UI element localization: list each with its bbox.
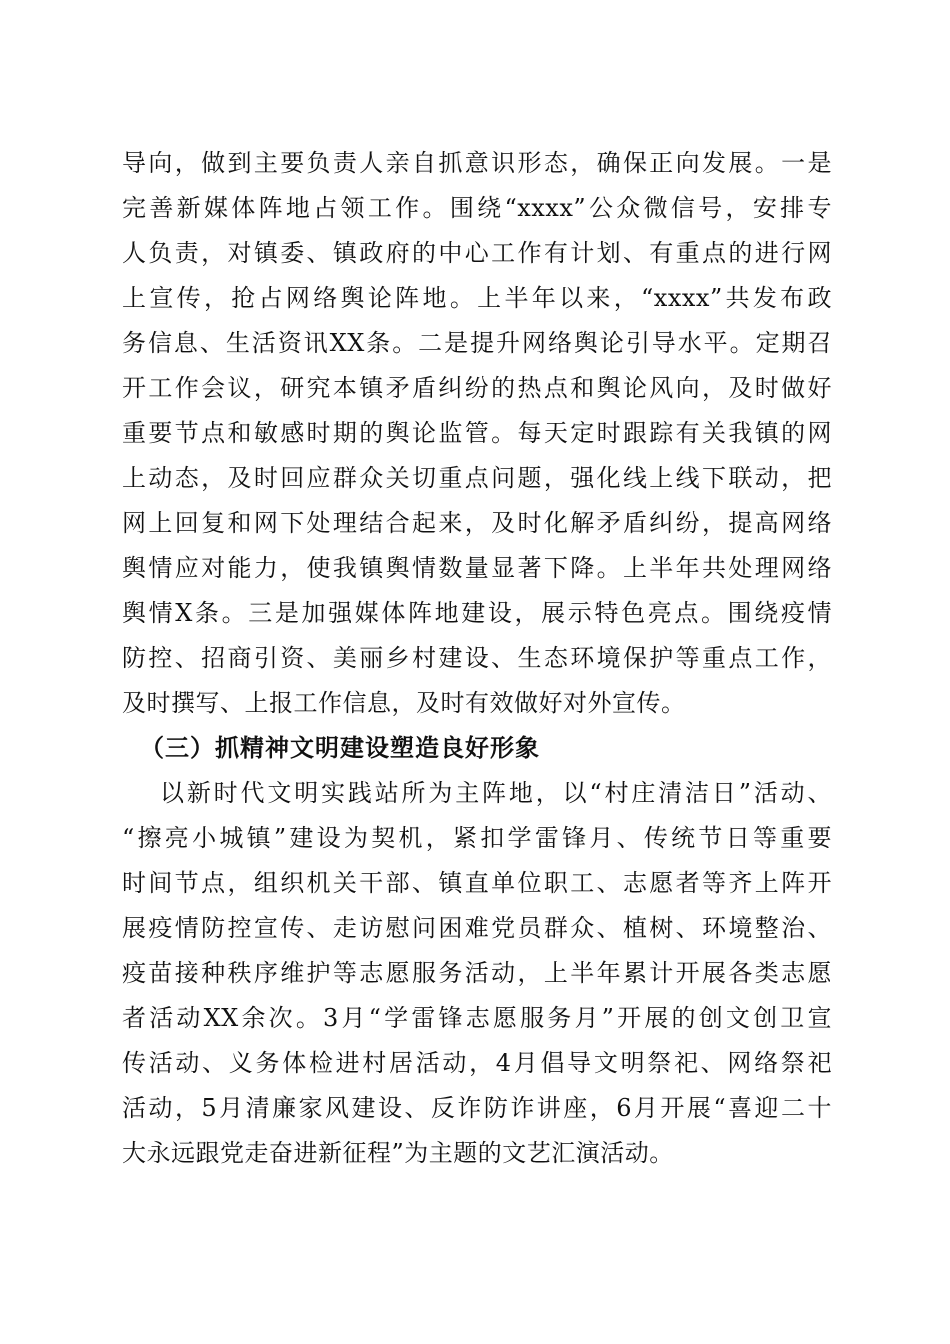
paragraph-1-line-2: 完善新媒体阵地占领工作。围绕“xxxx”公众微信号，安排专	[122, 194, 832, 222]
paragraph-1-line-4: 上宣传，抢占网络舆论阵地。上半年以来，“xxxx”共发布政	[122, 284, 832, 312]
paragraph-1-line-1: 导向，做到主要负责人亲自抓意识形态，确保正向发展。一是	[122, 149, 832, 177]
paragraph-1-line-9: 网上回复和网下处理结合起来，及时化解矛盾纠纷，提高网络	[122, 509, 832, 537]
paragraph-1-line-8: 上动态，及时回应群众关切重点问题，强化线上线下联动，把	[122, 464, 832, 492]
paragraph-1-line-6: 开工作会议，研究本镇矛盾纠纷的热点和舆论风向，及时做好	[122, 374, 832, 402]
paragraph-1-line-3: 人负责，对镇委、镇政府的中心工作有计划、有重点的进行网	[122, 239, 832, 267]
paragraph-2-line-2: “擦亮小城镇”建设为契机，紧扣学雷锋月、传统节日等重要	[122, 824, 832, 852]
paragraph-1-line-7: 重要节点和敏感时期的舆论监管。每天定时跟踪有关我镇的网	[122, 419, 832, 447]
paragraph-2-line-7: 传活动、义务体检进村居活动，4月倡导文明祭祀、网络祭祀	[122, 1049, 832, 1077]
paragraph-2-line-8: 活动，5月清廉家风建设、反诈防诈讲座，6月开展“喜迎二十	[122, 1094, 832, 1122]
paragraph-1-line-10: 舆情应对能力，使我镇舆情数量显著下降。上半年共处理网络	[122, 554, 832, 582]
paragraph-2-line-1: 以新时代文明实践站所为主阵地，以“村庄清洁日”活动、	[160, 779, 832, 807]
paragraph-1-line-13: 及时撰写、上报工作信息，及时有效做好对外宣传。	[122, 689, 686, 717]
paragraph-1-line-5: 务信息、生活资讯XX条。二是提升网络舆论引导水平。定期召	[122, 329, 832, 357]
paragraph-2-line-6: 者活动XX余次。3月“学雷锋志愿服务月”开展的创文创卫宣	[122, 1004, 832, 1032]
paragraph-2-line-4: 展疫情防控宣传、走访慰问困难党员群众、植树、环境整治、	[122, 914, 832, 942]
paragraph-2-line-9: 大永远跟党走奋进新征程”为主题的文艺汇演活动。	[122, 1139, 674, 1167]
paragraph-2-line-3: 时间节点，组织机关干部、镇直单位职工、志愿者等齐上阵开	[122, 869, 832, 897]
paragraph-1-line-12: 防控、招商引资、美丽乡村建设、生态环境保护等重点工作，	[122, 644, 832, 672]
section-3-heading: （三）抓精神文明建设塑造良好形象	[140, 733, 540, 762]
paragraph-2-line-5: 疫苗接种秩序维护等志愿服务活动，上半年累计开展各类志愿	[122, 959, 832, 987]
paragraph-1-line-11: 舆情X条。三是加强媒体阵地建设，展示特色亮点。围绕疫情	[122, 599, 832, 627]
